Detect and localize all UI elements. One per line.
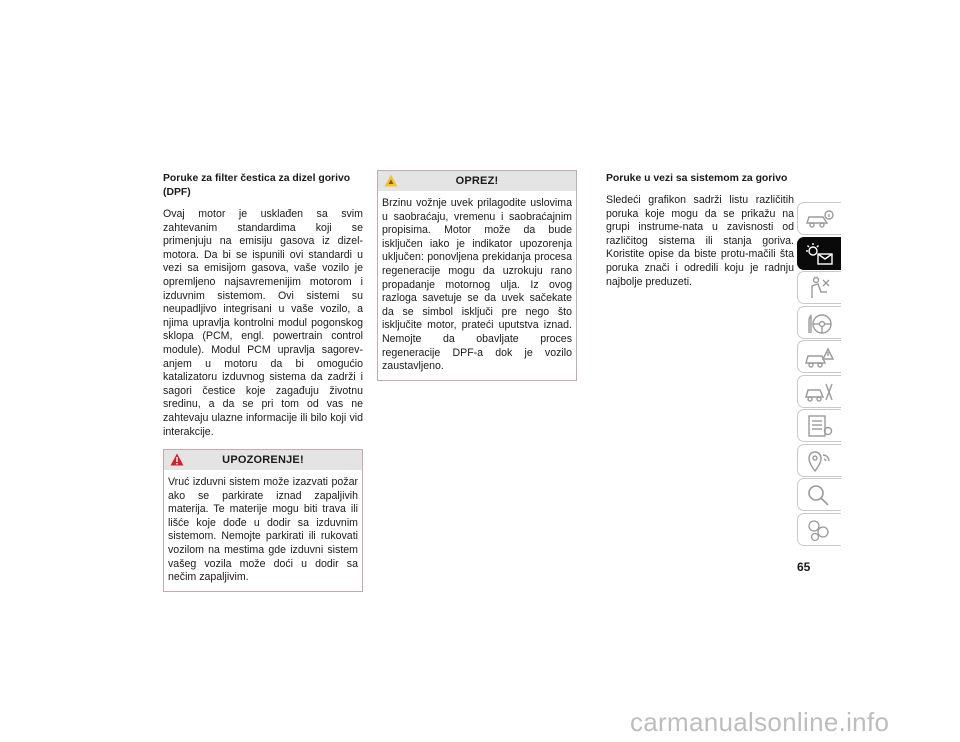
chapter-tab-car-info[interactable]: [797, 202, 841, 235]
caution-box-body: [378, 191, 576, 380]
fuel-section-heading: Poruke u vezi sa sistemom za gorivo: [606, 173, 788, 184]
chapter-tab-multimedia[interactable]: [797, 444, 841, 477]
chapter-tab-driving[interactable]: [797, 306, 841, 339]
middle-column: [377, 170, 577, 381]
caution-box: [377, 170, 577, 381]
chapter-tabs-sidebar: [797, 202, 841, 547]
multimedia-location-icon: [803, 449, 835, 473]
caution-triangle-icon: [384, 174, 398, 187]
warning-triangle-icon: [170, 453, 184, 466]
chapter-tab-safety[interactable]: [797, 271, 841, 304]
dashboard-light-message-icon: [803, 242, 835, 266]
car-info-icon: [803, 207, 835, 231]
chapter-tab-emergency[interactable]: [797, 340, 841, 373]
chapter-tab-languages[interactable]: [797, 513, 841, 546]
warning-box-header: [164, 450, 362, 470]
warning-box: [163, 449, 363, 592]
caution-text: Brzinu vožnje uvek prilagodite uslovima u saobraćaju, vremenu i saobraćajnim propisima. Motor može da bude isključen iako je indikator upozorenja uključen: ponovljena prekidanja procesa regeneracije mogu da uzrokuju rano propadanje motornog ulja. Iz ovog razloga savetuje se da uvek sačekate da se simbol isključi pre nego što isključite motor, prateći uputstva iznad. Nemojte da obavljate proces regeneracije DPF-a dok je vozilo zaustavljeno.: [382, 197, 572, 373]
caution-box-header: [378, 171, 576, 191]
car-service-tools-icon: [803, 380, 835, 404]
caution-title: OPREZ!: [455, 175, 499, 187]
fuel-section-paragraph: Sledeći grafikon sadrži listu različitih poruka koje mogu da se prikažu na grupi instrume-nata u zavisnosti od različitog sistema ili stanja goriva. Koristite opise da biste protu-mačili šta poruka znači i odredili koju je radnju najbolje preduzeti.: [606, 194, 794, 288]
left-column: [163, 172, 363, 592]
right-column: [606, 172, 794, 289]
steering-wheel-icon: [803, 311, 835, 335]
dpf-section-heading: Poruke za filter čestica za dizel gorivo (DPF): [163, 173, 351, 198]
maintenance-checklist-icon: [803, 414, 835, 438]
warning-text: Vruć izduvni sistem može izazvati požar ako se parkirate iznad zapaljivih materija. Te materije mogu biti trava ili lišće koje dođe u dodir sa izduvnim sistemom. Nemojte parkirati ili rukovati vozilom na mestima gde izduvni sistem vašeg vozila može doći u dodir sa nečim zapaljivim.: [168, 476, 358, 584]
chapter-tab-dashboard-lights[interactable]: [797, 237, 841, 270]
chapter-tab-index[interactable]: [797, 478, 841, 511]
watermark-text: carmanualsonline.info: [630, 707, 890, 737]
warning-box-body: [164, 470, 362, 591]
dpf-section-paragraph: Ovaj motor je usklađen sa svim zahtevanim standardima koji se primenjuju na emisiju gasova iz dizel-motora. Da bi se ispunili ovi standardi u vezi sa emisijom gasova, vaše vozilo je opremljeno najsavremenijim motorom i izduvnim sistemom. Ovi sistemi su neupadljivo integrisani u vaše vozilo, a njima upravlja kontrolni modul pogonskog sklopa (PCM, engl. powertrain control module). Modul PCM upravlja sagorev-anjem u motoru da bi omogućio katalizatoru izduvnog sistema da zadrži i sagori čestice koje zagađuju životnu sredinu, a da se pri tom od vas ne zahtevaju ulazne informacije ili bilo koji vid interakcije.: [163, 208, 363, 438]
seat-safety-icon: [803, 276, 835, 300]
chapter-tab-service[interactable]: [797, 375, 841, 408]
chapter-tab-maintenance[interactable]: [797, 409, 841, 442]
languages-icon: [803, 518, 835, 542]
warning-title: UPOZORENJE!: [222, 454, 304, 467]
car-emergency-icon: [803, 345, 835, 369]
page-number: 65: [797, 560, 811, 574]
search-index-icon: [803, 483, 835, 507]
